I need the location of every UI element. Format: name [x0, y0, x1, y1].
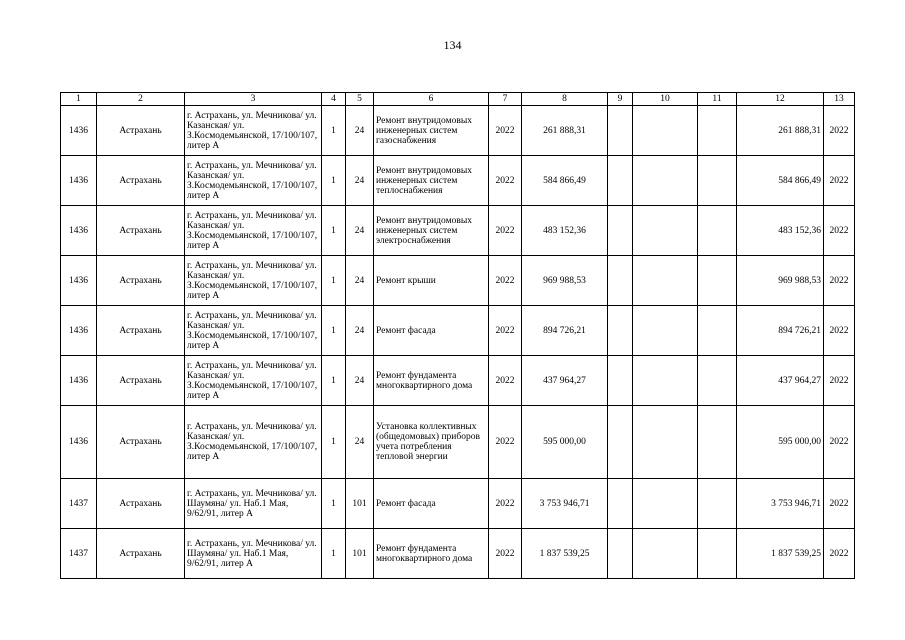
cell-col9 [608, 256, 633, 306]
cell-address: г. Астрахань, ул. Мечникова/ ул. Казанская/ ул. З.Космодемьянской, 17/100/107, литер А [185, 406, 322, 479]
cell-city: Астрахань [97, 306, 185, 356]
cell-year-end: 2022 [824, 529, 855, 579]
table-row [61, 206, 855, 256]
cell-total: 261 888,31 [737, 106, 824, 156]
cell-total: 1 837 539,25 [737, 529, 824, 579]
cell-year-end: 2022 [824, 206, 855, 256]
column-header: 12 [737, 93, 824, 106]
cell-col4: 1 [322, 479, 346, 529]
cell-city: Астрахань [97, 156, 185, 206]
table-row [61, 306, 855, 356]
cell-city: Астрахань [97, 206, 185, 256]
cell-year-end: 2022 [824, 156, 855, 206]
cell-col9 [608, 356, 633, 406]
cell-year-end: 2022 [824, 306, 855, 356]
cell-amount: 483 152,36 [522, 206, 608, 256]
cell-col4: 1 [322, 406, 346, 479]
cell-amount: 595 000,00 [522, 406, 608, 479]
cell-address: г. Астрахань, ул. Мечникова/ ул. Шаумяна/ ул. Наб.1 Мая, 9/62/91, литер А [185, 529, 322, 579]
cell-col9 [608, 306, 633, 356]
cell-col11 [698, 479, 737, 529]
column-header: 11 [698, 93, 737, 106]
cell-col9 [608, 156, 633, 206]
cell-col11 [698, 156, 737, 206]
cell-address: г. Астрахань, ул. Мечникова/ ул. Казанская/ ул. З.Космодемьянской, 17/100/107, литер А [185, 106, 322, 156]
cell-col11 [698, 106, 737, 156]
cell-total: 969 988,53 [737, 256, 824, 306]
cell-id: 1436 [61, 256, 97, 306]
cell-col11 [698, 356, 737, 406]
cell-total: 437 964,27 [737, 356, 824, 406]
cell-col4: 1 [322, 206, 346, 256]
cell-work: Ремонт фасада [374, 306, 489, 356]
cell-col9 [608, 206, 633, 256]
cell-col10 [633, 529, 698, 579]
cell-col9 [608, 479, 633, 529]
cell-col5: 24 [346, 356, 374, 406]
cell-col9 [608, 406, 633, 479]
cell-amount: 894 726,21 [522, 306, 608, 356]
cell-col10 [633, 306, 698, 356]
cell-address: г. Астрахань, ул. Мечникова/ ул. Шаумяна/ ул. Наб.1 Мая, 9/62/91, литер А [185, 479, 322, 529]
cell-work: Установка коллективных (общедомовых) приборов учета потребления тепловой энергии [374, 406, 489, 479]
cell-col11 [698, 529, 737, 579]
cell-work: Ремонт внутридомовых инженерных систем газоснабжения [374, 106, 489, 156]
cell-amount: 584 866,49 [522, 156, 608, 206]
column-header: 13 [824, 93, 855, 106]
cell-col5: 24 [346, 306, 374, 356]
column-header: 10 [633, 93, 698, 106]
cell-year-end: 2022 [824, 406, 855, 479]
cell-id: 1436 [61, 406, 97, 479]
cell-work: Ремонт крыши [374, 256, 489, 306]
cell-id: 1437 [61, 529, 97, 579]
cell-col4: 1 [322, 106, 346, 156]
cell-col5: 24 [346, 256, 374, 306]
cell-work: Ремонт фундамента многоквартирного дома [374, 356, 489, 406]
cell-col9 [608, 529, 633, 579]
column-header: 5 [346, 93, 374, 106]
table-row [61, 479, 855, 529]
repair-schedule-table [60, 92, 855, 579]
cell-id: 1437 [61, 479, 97, 529]
page-number: 134 [443, 38, 462, 52]
cell-city: Астрахань [97, 106, 185, 156]
cell-year-end: 2022 [824, 479, 855, 529]
cell-col5: 24 [346, 106, 374, 156]
column-header: 1 [61, 93, 97, 106]
column-header: 7 [489, 93, 522, 106]
cell-id: 1436 [61, 106, 97, 156]
cell-amount: 437 964,27 [522, 356, 608, 406]
cell-work: Ремонт внутридомовых инженерных систем электроснабжения [374, 206, 489, 256]
cell-work: Ремонт фундамента многоквартирного дома [374, 529, 489, 579]
cell-col10 [633, 479, 698, 529]
cell-col5: 24 [346, 206, 374, 256]
cell-col4: 1 [322, 306, 346, 356]
cell-col5: 24 [346, 156, 374, 206]
cell-col10 [633, 156, 698, 206]
table-row [61, 529, 855, 579]
column-header: 4 [322, 93, 346, 106]
column-header: 8 [522, 93, 608, 106]
cell-col4: 1 [322, 529, 346, 579]
cell-total: 584 866,49 [737, 156, 824, 206]
cell-year: 2022 [489, 156, 522, 206]
cell-year: 2022 [489, 356, 522, 406]
cell-city: Астрахань [97, 356, 185, 406]
cell-col4: 1 [322, 256, 346, 306]
cell-col5: 101 [346, 529, 374, 579]
cell-year: 2022 [489, 256, 522, 306]
column-header: 3 [185, 93, 322, 106]
cell-amount: 1 837 539,25 [522, 529, 608, 579]
cell-amount: 969 988,53 [522, 256, 608, 306]
cell-year: 2022 [489, 406, 522, 479]
cell-id: 1436 [61, 206, 97, 256]
cell-year-end: 2022 [824, 106, 855, 156]
cell-year: 2022 [489, 106, 522, 156]
cell-address: г. Астрахань, ул. Мечникова/ ул. Казанская/ ул. З.Космодемьянской, 17/100/107, литер А [185, 356, 322, 406]
cell-col10 [633, 406, 698, 479]
cell-col5: 101 [346, 479, 374, 529]
cell-address: г. Астрахань, ул. Мечникова/ ул. Казанская/ ул. З.Космодемьянской, 17/100/107, литер А [185, 256, 322, 306]
cell-year-end: 2022 [824, 256, 855, 306]
table-row [61, 106, 855, 156]
cell-year: 2022 [489, 206, 522, 256]
column-header: 9 [608, 93, 633, 106]
cell-city: Астрахань [97, 406, 185, 479]
cell-col11 [698, 406, 737, 479]
cell-id: 1436 [61, 306, 97, 356]
cell-col10 [633, 106, 698, 156]
cell-total: 894 726,21 [737, 306, 824, 356]
cell-total: 483 152,36 [737, 206, 824, 256]
column-header: 6 [374, 93, 489, 106]
cell-year: 2022 [489, 479, 522, 529]
cell-city: Астрахань [97, 479, 185, 529]
cell-address: г. Астрахань, ул. Мечникова/ ул. Казанская/ ул. З.Космодемьянской, 17/100/107, литер А [185, 206, 322, 256]
cell-col11 [698, 306, 737, 356]
cell-total: 3 753 946,71 [737, 479, 824, 529]
cell-city: Астрахань [97, 529, 185, 579]
cell-year-end: 2022 [824, 356, 855, 406]
cell-year: 2022 [489, 306, 522, 356]
table-row [61, 406, 855, 479]
cell-col11 [698, 256, 737, 306]
cell-work: Ремонт внутридомовых инженерных систем теплоснабжения [374, 156, 489, 206]
cell-col4: 1 [322, 156, 346, 206]
table-row [61, 256, 855, 306]
cell-amount: 261 888,31 [522, 106, 608, 156]
cell-city: Астрахань [97, 256, 185, 306]
cell-work: Ремонт фасада [374, 479, 489, 529]
cell-col5: 24 [346, 406, 374, 479]
cell-amount: 3 753 946,71 [522, 479, 608, 529]
cell-col10 [633, 256, 698, 306]
cell-col4: 1 [322, 356, 346, 406]
cell-address: г. Астрахань, ул. Мечникова/ ул. Казанская/ ул. З.Космодемьянской, 17/100/107, литер А [185, 156, 322, 206]
table-header [61, 93, 855, 106]
cell-id: 1436 [61, 356, 97, 406]
table-row [61, 356, 855, 406]
cell-address: г. Астрахань, ул. Мечникова/ ул. Казанская/ ул. З.Космодемьянской, 17/100/107, литер А [185, 306, 322, 356]
cell-col10 [633, 206, 698, 256]
table-row [61, 156, 855, 206]
cell-total: 595 000,00 [737, 406, 824, 479]
cell-col10 [633, 356, 698, 406]
column-header: 2 [97, 93, 185, 106]
cell-year: 2022 [489, 529, 522, 579]
cell-col9 [608, 106, 633, 156]
cell-col11 [698, 206, 737, 256]
cell-id: 1436 [61, 156, 97, 206]
